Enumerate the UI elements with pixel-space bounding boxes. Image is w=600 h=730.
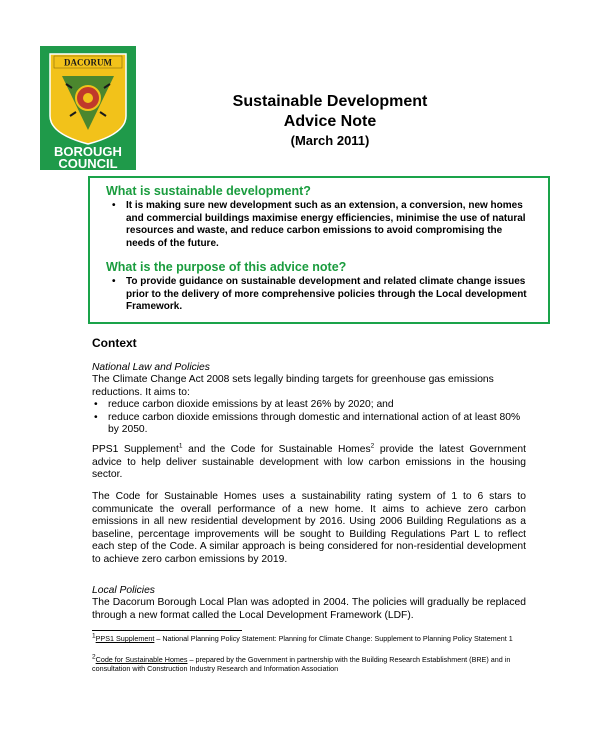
question-heading-1: What is sustainable development?: [106, 184, 311, 198]
footnote-label: Code for Sustainable Homes: [95, 655, 188, 664]
footnote-number: 2: [92, 653, 96, 661]
footnote-ref-2[interactable]: 2: [370, 442, 375, 450]
pps1-text: PPS1 Supplement: [92, 444, 179, 455]
paragraph-local-plan: The Dacorum Borough Local Plan was adopted in 2004. The policies will gradually be replaced through a new format called the Local Development Framework (LDF).: [92, 597, 526, 621]
subheading-national: National Law and Policies: [92, 362, 210, 373]
paragraph-climate-act: The Climate Change Act 2008 sets legally binding targets for greenhouse gas emissions reductions. It aims to:: [92, 374, 494, 398]
footnote-ref-1[interactable]: 1: [178, 442, 183, 450]
question-heading-2: What is the purpose of this advice note?: [106, 260, 347, 274]
subheading-local: Local Policies: [92, 585, 155, 596]
footnote-text: – National Planning Policy Statement: Planning for Climate Change: Supplement to Planning Policy Statement 1: [154, 634, 513, 643]
answer-list-1: [112, 200, 532, 250]
summary-box: [88, 176, 550, 324]
logo-line-1: BOROUGH: [54, 144, 122, 159]
title-line-2: Advice Note: [283, 113, 377, 130]
context-heading: Context: [92, 336, 137, 350]
logo-top-text: DACORUM: [64, 57, 112, 68]
footnote-label: PPS1 Supplement: [95, 634, 155, 643]
footnote-2: [92, 655, 532, 673]
title-date: (March 2011): [290, 133, 370, 148]
footnote-divider: [92, 630, 242, 631]
answer-list-2: [112, 276, 532, 314]
logo-line-2: COUNCIL: [58, 156, 118, 170]
list-item: • reduce carbon dioxide emissions by at least 26% by 2020; and: [96, 399, 526, 412]
list-item: • reduce carbon dioxide emissions through domestic and international action of at least 80% by 2050.: [96, 412, 526, 437]
dacorum-borough-council-logo: [40, 46, 136, 170]
targets-list: [96, 399, 526, 437]
document-title: [180, 92, 480, 149]
paragraph-pps1: [92, 444, 526, 482]
code-text: and the Code for Sustainable Homes: [182, 444, 371, 455]
footnote-1: [92, 634, 532, 643]
paragraph-code-homes: The Code for Sustainable Homes uses a sustainability rating system of 1 to 6 stars to communicate the overall performance of a new home. It aims to achieve zero carbon emissions in all new residential development by 2016. Using 2006 Building Regulations as a baseline, percentage improvements will be sought to Building Regulations Part L to reflect each step of the Code. A similar approach is being considered for non-residential development to achieve zero carbon emissions by 2019.: [92, 491, 526, 565]
title-line-1: Sustainable Development: [232, 93, 428, 110]
answer-item: • It is making sure new development such as an extension, a conversion, new homes and commercial buildings maximise energy efficiencies, minimise the use of natural resources and waste, and reduce carbon emissions to avoid compromising the needs of the future.: [112, 200, 532, 250]
footnote-number: 1: [92, 632, 96, 640]
answer-item: • To provide guidance on sustainable development and related climate change issues prior to the delivery of more comprehensive policies through the Local development Framework.: [112, 276, 532, 314]
footnote-text: – prepared by the Government in partnership with the Building Research Establishment (BRE) and in consultation with Construction Industry Research and Information Association: [92, 655, 511, 673]
pps1-rest: provide the latest Government advice to help deliver sustainable development with low carbon emissions in the housing sector.: [92, 444, 526, 480]
